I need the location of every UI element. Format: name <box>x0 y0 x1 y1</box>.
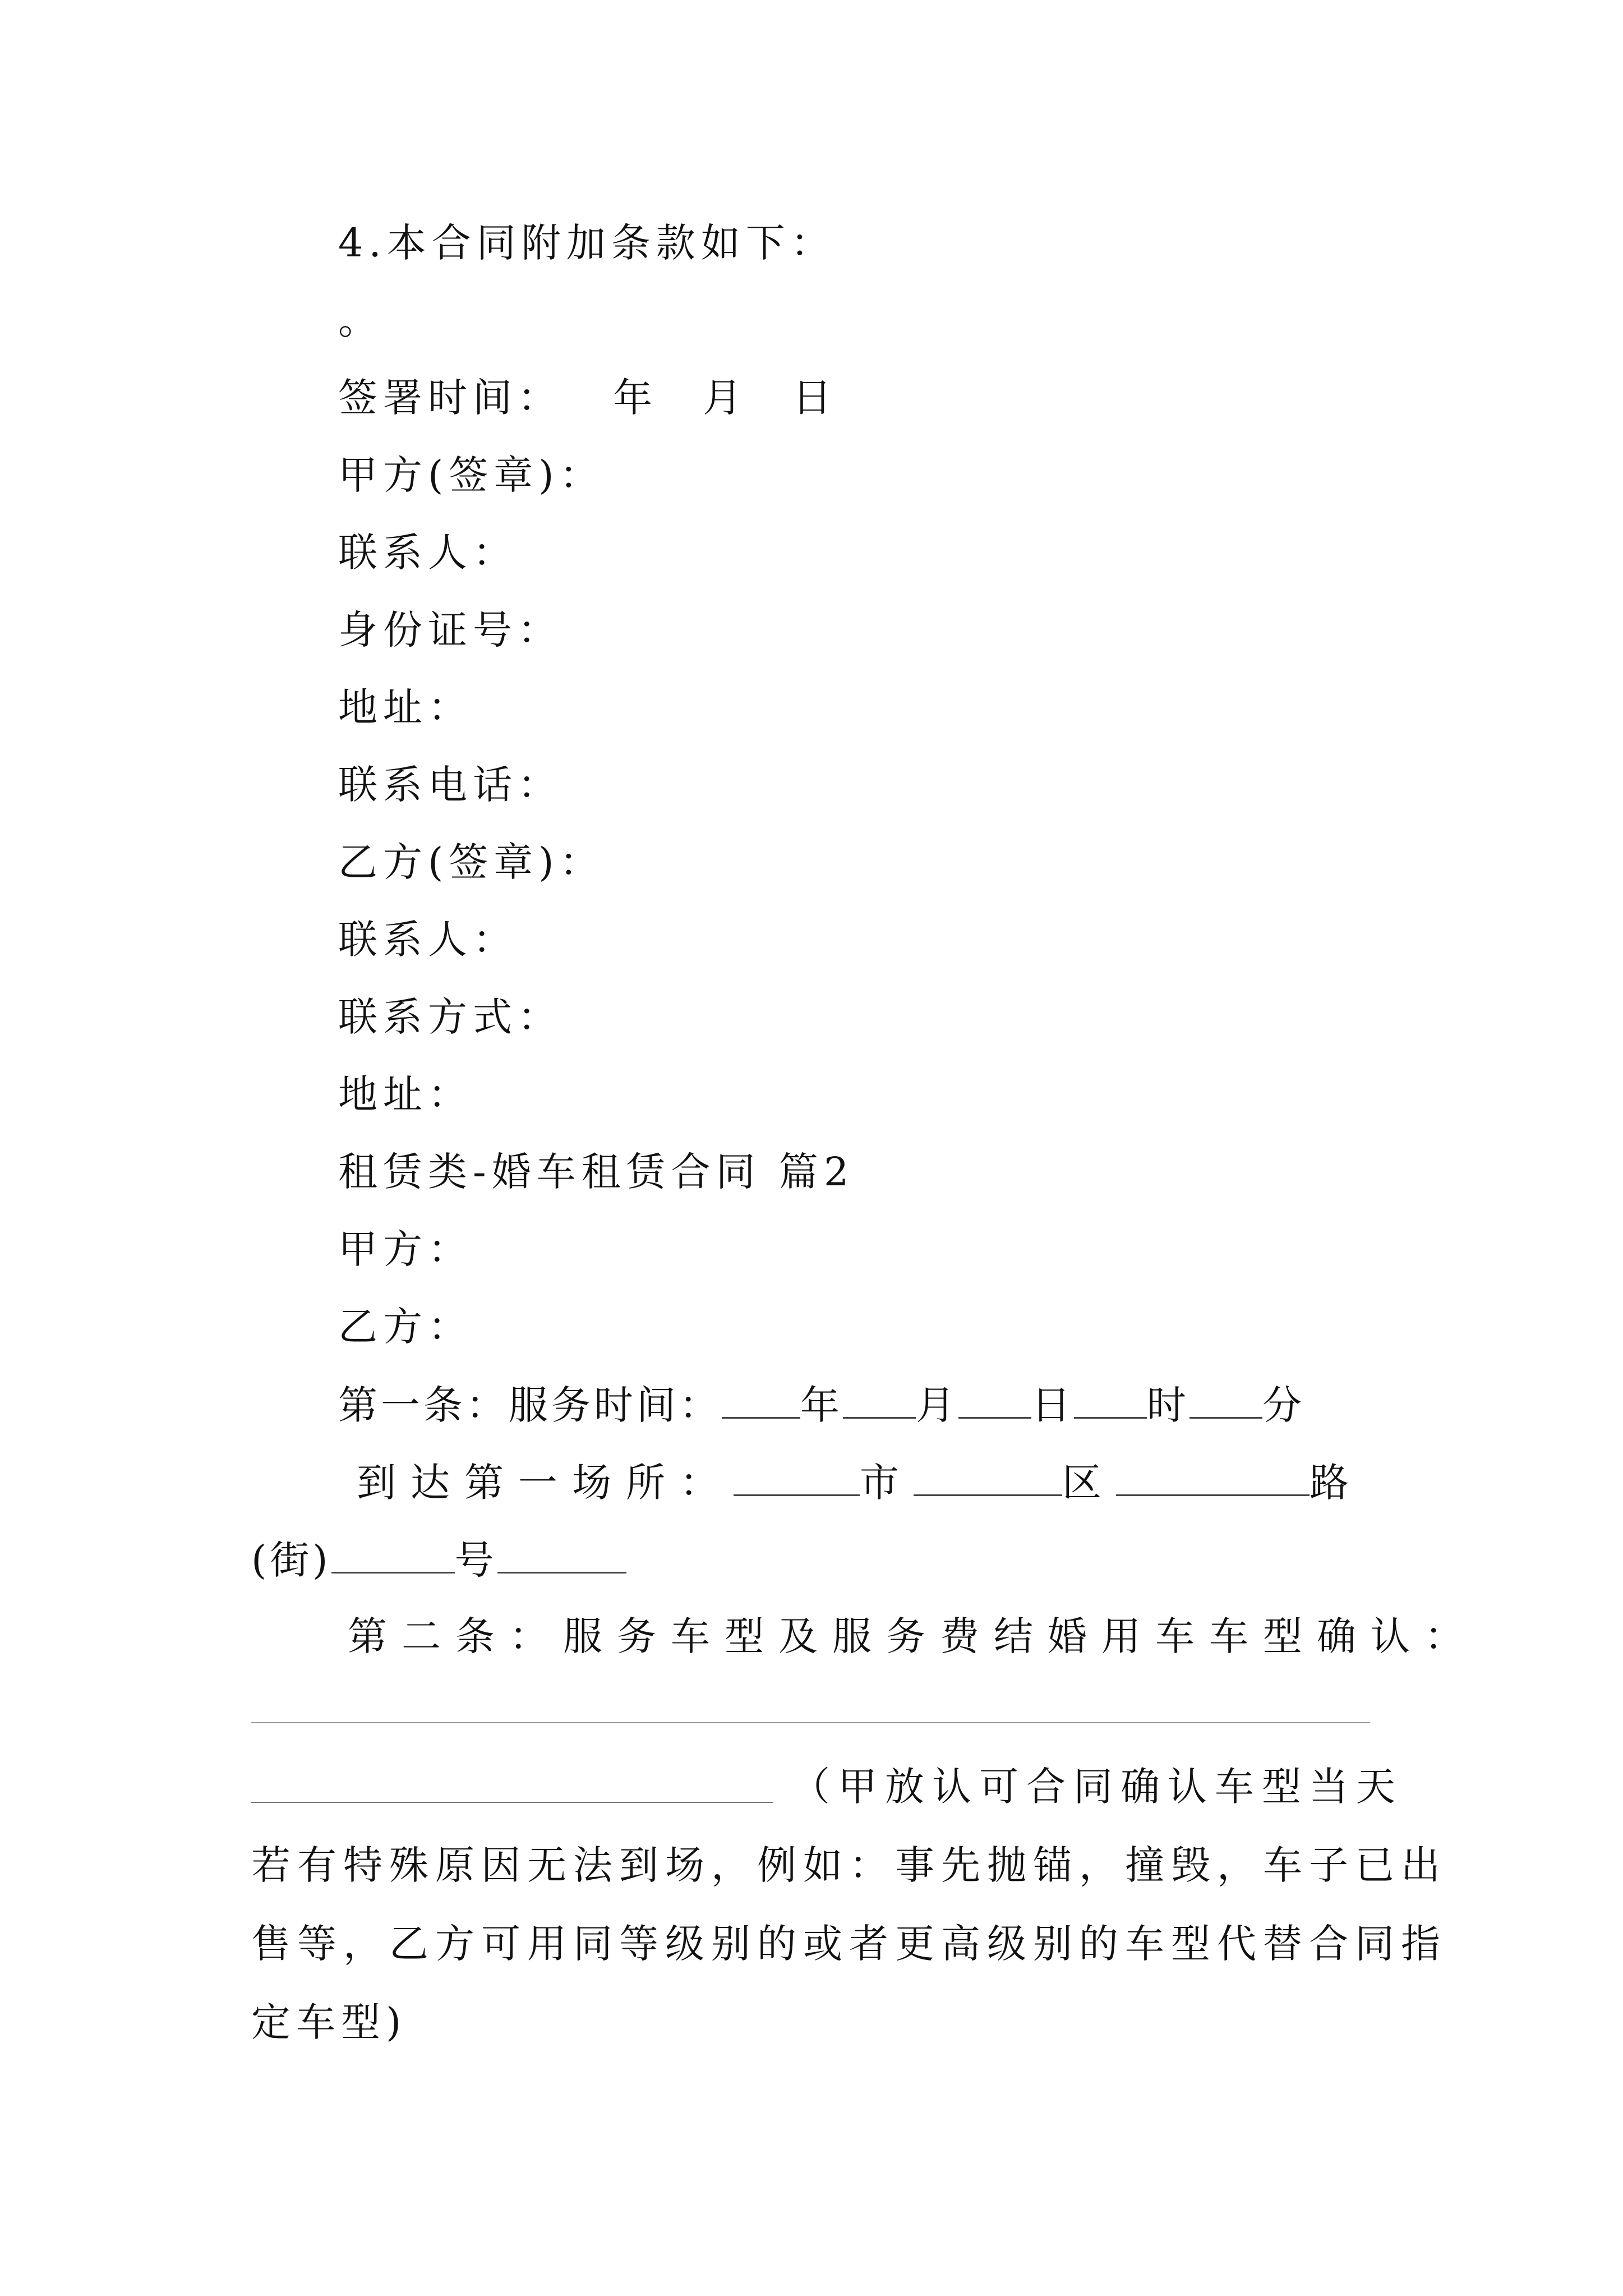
note-line-1: （甲放认可合同确认车型当天 <box>791 1764 1403 1810</box>
party-b-contact-line: 联系人： <box>338 917 518 963</box>
party-b-method-line: 联系方式： <box>338 994 562 1040</box>
day-blank <box>958 1384 1031 1419</box>
arrival-label: 到达第一场所： <box>357 1460 734 1506</box>
article-1-year: 年 <box>800 1382 843 1428</box>
party-b-signature-line: 乙方(签章)： <box>338 839 605 885</box>
arrival-number: 号 <box>454 1537 497 1583</box>
party-a-contact-line: 联系人： <box>338 530 518 576</box>
signing-year-label: 年 <box>613 375 658 421</box>
number-blank <box>497 1539 626 1573</box>
note-line-4: 定车型) <box>251 1999 407 2045</box>
party-b-address-line: 地址： <box>338 1071 473 1117</box>
period-line: 。 <box>338 297 383 343</box>
note-line-3: 售等，乙方可用同等级别的或者更高级别的车型代替合同指 <box>251 1921 1447 1967</box>
signing-time-label: 签署时间： <box>338 375 562 421</box>
arrival-street: (街) <box>251 1537 331 1583</box>
article-1-line <box>338 1382 1305 1428</box>
road-blank <box>1116 1462 1310 1496</box>
article-1-day: 日 <box>1031 1382 1074 1428</box>
party-a-phone-line: 联系电话： <box>338 762 562 808</box>
article-1-minute: 分 <box>1262 1382 1305 1428</box>
article-1-label: 第一条：服务时间： <box>338 1382 722 1428</box>
signing-day-label: 日 <box>792 375 837 421</box>
note-line-2: 若有特殊原因无法到场，例如：事先抛锚，撞毁，车子已出 <box>251 1842 1447 1888</box>
hour-blank <box>1074 1384 1147 1419</box>
arrival-district: 区 <box>1062 1460 1116 1506</box>
arrival-road: 路 <box>1310 1460 1363 1506</box>
article-1-hour: 时 <box>1147 1382 1189 1428</box>
district-blank <box>914 1462 1062 1496</box>
vehicle-fill-rule <box>251 1722 1370 1723</box>
article-2-line: 第二条：服务车型及服务费结婚用车车型确认： <box>348 1613 1478 1659</box>
party-a-line: 甲方： <box>338 1226 473 1272</box>
section-title: 租赁类-婚车租赁合同 篇2 <box>338 1149 855 1195</box>
party-a-id-line: 身份证号： <box>338 607 562 653</box>
party-a-address-line: 地址： <box>338 684 473 730</box>
article-1-month: 月 <box>916 1382 958 1428</box>
year-blank <box>722 1384 800 1419</box>
clause-4-line: 4.本合同附加条款如下： <box>338 220 836 266</box>
street-blank <box>331 1539 455 1573</box>
vehicle-fill-rule-short <box>251 1802 773 1803</box>
signing-month-label: 月 <box>703 375 748 421</box>
party-b-line: 乙方： <box>338 1304 473 1350</box>
arrival-location-line <box>357 1460 1363 1506</box>
signing-time-line <box>338 375 837 421</box>
arrival-city: 市 <box>860 1460 914 1506</box>
month-blank <box>843 1384 916 1419</box>
party-a-signature-line: 甲方(签章)： <box>338 452 605 498</box>
city-blank <box>734 1462 860 1496</box>
arrival-street-line <box>251 1537 626 1583</box>
minute-blank <box>1189 1384 1262 1419</box>
